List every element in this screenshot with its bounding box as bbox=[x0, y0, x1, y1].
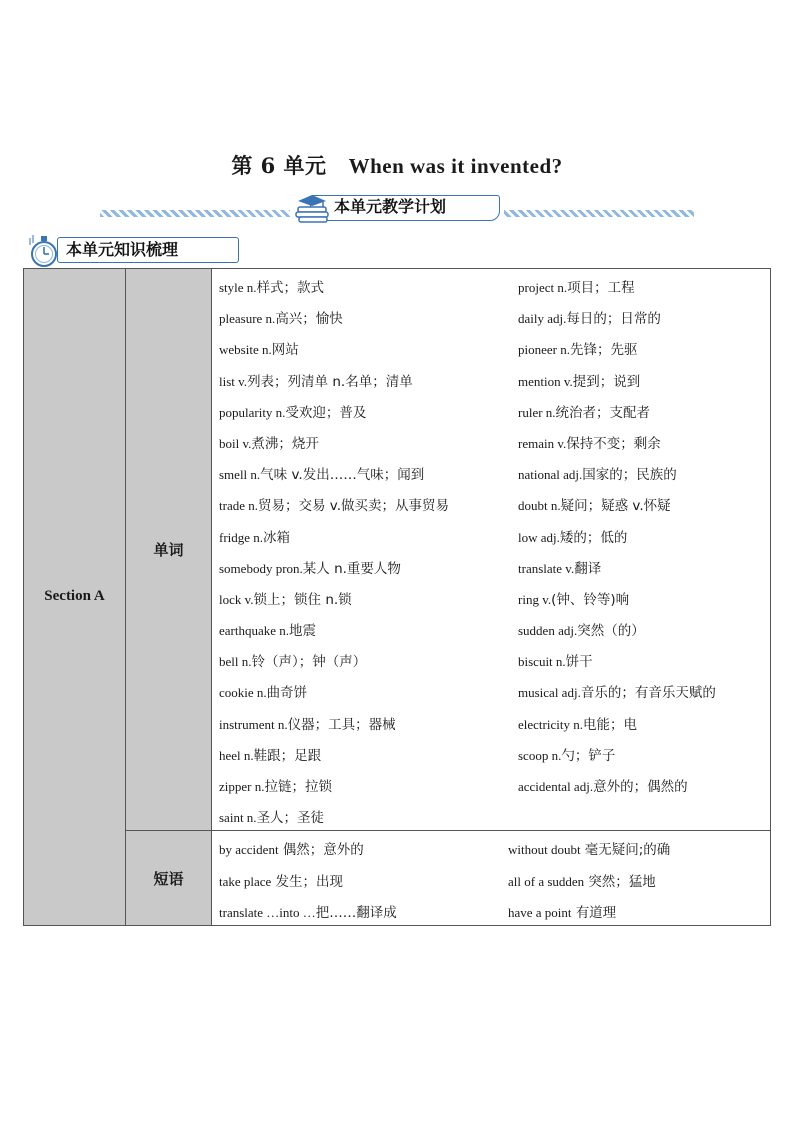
list-item: boil v.煮沸；烧开 remain v.保持不变；剩余 bbox=[219, 435, 661, 452]
banner-plate bbox=[290, 193, 504, 223]
section-header-box bbox=[57, 237, 239, 263]
knowledge-section-header bbox=[27, 233, 217, 269]
list-item: pleasure n.高兴；愉快 daily adj.每日的；日常的 bbox=[219, 311, 661, 328]
list-item: by accident 偶然；意外的 without doubt 毫无疑问;的确 bbox=[219, 842, 671, 859]
list-item: heel n.鞋跟；足跟 scoop n.勺；铲子 bbox=[219, 747, 616, 764]
phrases-content bbox=[212, 831, 771, 926]
words-group-row bbox=[24, 269, 771, 831]
list-item: list v.列表；列清单 n.名单；清单 mention v.提到；说到 bbox=[219, 373, 641, 390]
list-item: earthquake n.地震 sudden adj.突然（的） bbox=[219, 623, 645, 640]
list-item: instrument n.仪器；工具；器械 electricity n.电能；电 bbox=[219, 716, 637, 733]
words-content bbox=[212, 269, 771, 831]
graduation-books-icon bbox=[290, 193, 334, 223]
title-en: When was it invented? bbox=[348, 154, 563, 178]
category-cell-words: 单词 bbox=[126, 269, 212, 831]
list-item: zipper n.拉链；拉锁 accidental adj.意外的；偶然的 bbox=[219, 779, 688, 795]
list-item: trade n.贸易；交易 v.做买卖；从事贸易 doubt n.疑问；疑惑 v.怀疑 bbox=[219, 498, 671, 515]
section-cell: Section A bbox=[24, 269, 126, 926]
list-item: bell n.铃（声）；钟（声） biscuit n.饼干 bbox=[219, 654, 593, 671]
phrases-group-row bbox=[24, 831, 771, 926]
list-item: somebody pron.某人 n.重要人物 translate v.翻译 bbox=[219, 560, 602, 577]
section-header-label: 本单元知识梳理 bbox=[66, 240, 179, 259]
list-item: lock v.锁上；锁住 n.锁 ring v.(钟、铃等)响 bbox=[219, 591, 630, 608]
list-item: smell n.气味 v.发出……气味；闻到 national adj.国家的；民族的 bbox=[219, 467, 677, 484]
list-item: popularity n.受欢迎；普及 ruler n.统治者；支配者 bbox=[219, 404, 651, 421]
teaching-plan-banner bbox=[100, 188, 694, 228]
list-item: take place 发生；出现 all of a sudden 突然；猛地 bbox=[219, 873, 656, 890]
page-title bbox=[0, 150, 794, 180]
stopwatch-icon bbox=[27, 233, 63, 269]
list-item: fridge n.冰箱 low adj.矮的；低的 bbox=[219, 529, 628, 546]
list-item: website n.网站 pioneer n.先锋；先驱 bbox=[219, 342, 638, 359]
list-item: saint n.圣人；圣徒 bbox=[219, 810, 325, 827]
list-item: style n.样式；款式 project n.项目；工程 bbox=[219, 280, 635, 296]
list-item: translate …into …把……翻译成 have a point 有道理 bbox=[219, 904, 617, 921]
category-cell-phrases: 短语 bbox=[126, 831, 212, 926]
banner-label: 本单元教学计划 bbox=[334, 197, 447, 216]
list-item: cookie n.曲奇饼 musical adj.音乐的；有音乐天赋的 bbox=[219, 685, 716, 702]
title-cn: 第 6 单元 bbox=[231, 153, 327, 178]
vocabulary-table bbox=[23, 268, 771, 926]
